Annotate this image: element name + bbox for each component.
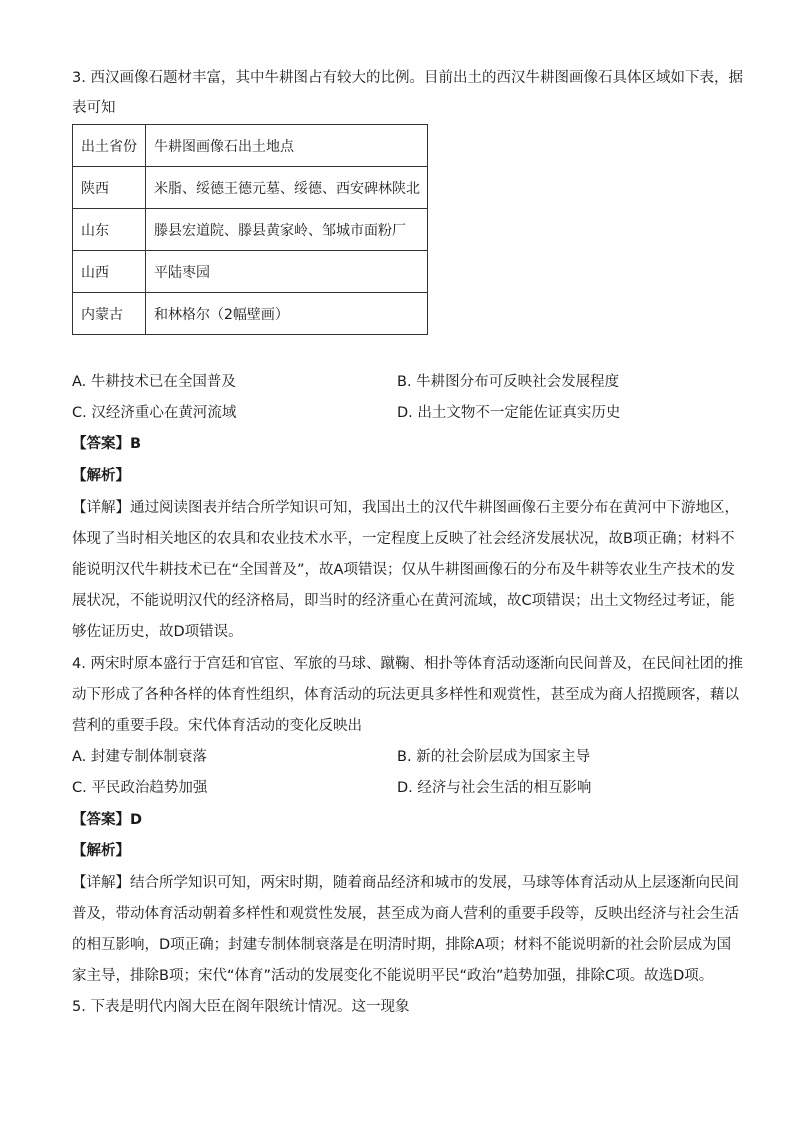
q4-option-c: C. 平民政治趋势加强 (72, 780, 208, 796)
q4-detail-line: 【详解】结合所学知识可知，两宋时期，随着商品经济和城市的发展，马球等体育活动从上层逐渐向民间 (72, 875, 739, 891)
table-cell: 滕县宏道院、滕县黄家岭、邹城市面粉厂 (146, 209, 428, 251)
table-row (73, 167, 428, 209)
table-row (73, 293, 428, 335)
q4-stem-line: 营利的重要手段。宋代体育活动的变化反映出 (72, 718, 362, 734)
table-cell: 陕西 (73, 167, 146, 209)
q3-table (72, 124, 428, 335)
q3-detail-line: 够佐证历史，故D项错误。 (72, 624, 243, 640)
q3-detail-line: 体现了当时相关地区的农具和农业技术水平，一定程度上反映了社会经济发展状况，故B项正确；材料不 (72, 531, 735, 547)
q3-option-a: A. 牛耕技术已在全国普及 (72, 374, 236, 390)
table-header-row (73, 125, 428, 167)
q3-option-d: D. 出土文物不一定能佐证真实历史 (397, 405, 621, 421)
q4-option-a: A. 封建专制体制衰落 (72, 749, 207, 765)
q4-option-b: B. 新的社会阶层成为国家主导 (397, 749, 591, 765)
table-cell: 平陆枣园 (146, 251, 428, 293)
q4-stem-line: 4. 两宋时原本盛行于宫廷和官宦、军旅的马球、蹴鞠、相扑等体育活动逐渐向民间普及，在民间社团的推 (72, 656, 743, 672)
q5-stem: 5. 下表是明代内阁大臣在阁年限统计情况。这一现象 (72, 999, 410, 1015)
q3-detail-line: 【详解】通过阅读图表并结合所学知识可知，我国出土的汉代牛耕图画像石主要分布在黄河中下游地区， (72, 500, 739, 516)
q3-option-c: C. 汉经济重心在黄河流域 (72, 405, 237, 421)
q3-analysis-label: 【解析】 (72, 468, 130, 484)
q4-stem-line: 动下形成了各种各样的体育性组织，体育活动的玩法更具多样性和观赏性，甚至成为商人招揽顾客，藉以 (72, 687, 739, 703)
q3-stem-line-1: 3. 西汉画像石题材丰富，其中牛耕图占有较大的比例。目前出土的西汉牛耕图画像石具体区域如下表，据 (72, 70, 743, 86)
q4-answer: 【答案】D (72, 812, 143, 828)
table-cell: 内蒙古 (73, 293, 146, 335)
q3-answer: 【答案】B (72, 436, 142, 452)
table-cell: 山东 (73, 209, 146, 251)
q4-detail-line: 普及，带动体育活动朝着多样性和观赏性发展，甚至成为商人营利的重要手段等，反映出经济与社会生活 (72, 906, 739, 922)
table-cell: 米脂、绥德王德元墓、绥德、西安碑林陕北 (146, 167, 428, 209)
q3-stem-line-2: 表可知 (72, 100, 116, 116)
q3-detail-line: 展状况，不能说明汉代的经济格局，即当时的经济重心在黄河流域，故C项错误；出土文物经过考证，能 (72, 593, 735, 609)
table-row (73, 209, 428, 251)
q4-detail-line: 的相互影响，D项正确；封建专制体制衰落是在明清时期，排除A项；材料不能说明新的社会阶层成为国 (72, 937, 732, 953)
q3-detail-line: 能说明汉代牛耕技术已在“全国普及”，故A项错误；仅从牛耕图画像石的分布及牛耕等农业生产技术的发 (72, 562, 735, 578)
table-row (73, 251, 428, 293)
q3-option-b: B. 牛耕图分布可反映社会发展程度 (397, 374, 620, 390)
table-header-cell: 牛耕图画像石出土地点 (146, 125, 428, 167)
table-cell: 山西 (73, 251, 146, 293)
table-cell: 和林格尔（2幅壁画） (146, 293, 428, 335)
q4-analysis-label: 【解析】 (72, 843, 130, 859)
table-header-cell: 出土省份 (73, 125, 146, 167)
q4-option-d: D. 经济与社会生活的相互影响 (397, 780, 592, 796)
q4-detail-line: 家主导，排除B项；宋代“体育”活动的发展变化不能说明平民“政治”趋势加强，排除C项。故选D项。 (72, 968, 714, 984)
